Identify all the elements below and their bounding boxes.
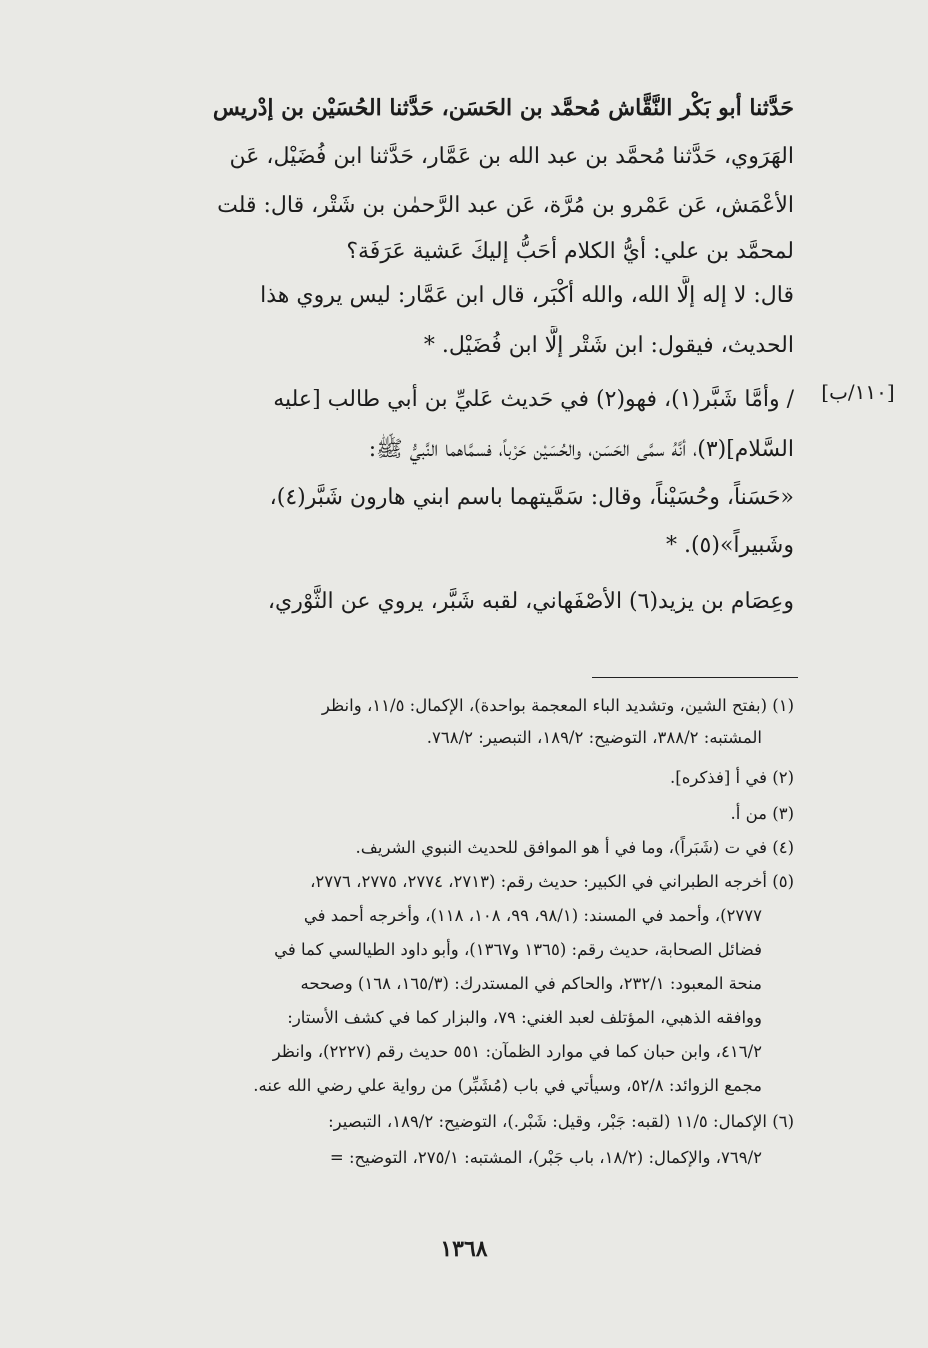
text-line: الهَرَوي، حَدَّثنا مُحمَّد بن عبد الله بن عَمَّار، حَدَّثنا ابن فُضَيْل، عَن (229, 144, 794, 169)
footnote-line: (٣) من أ. (730, 804, 794, 823)
text-line: وشَبيراً»(٥). * (665, 533, 794, 558)
text-line: لمحمَّد بن علي: أيُّ الكلام أحَبُّ إليكَ عَشية عَرَفَة؟ (346, 239, 794, 264)
text-line: الحديث، فيقول: ابن شَتْر إلَّا ابن فُضَيْل. * (423, 333, 794, 358)
footnote-line: ٢٧٧٧)، وأحمد في المسند: (٩٨/١، ٩٩، ١٠٨، ١١٨)، وأخرجه أحمد في (303, 906, 762, 925)
footnote-line: المشتبه: ٣٨٨/٢، التوضيح: ١٨٩/٢، التبصير: ٧٦٨/٢. (426, 728, 762, 747)
footnote-line: (٥) أخرجه الطبراني في الكبير: حديث رقم: (٢٧١٣، ٢٧٧٤، ٢٧٧٥، ٢٧٧٦، (310, 872, 794, 891)
text-line: «حَسَناً، وحُسَيْناً، وقال: سَمَّيتهما باسم ابني هارون شَبَّر(٤)، (269, 485, 794, 510)
footnote-line: (٤) في ت (شَبَراً)، وما في أ هو الموافق للحديث النبوي الشريف. (355, 838, 794, 857)
footnote-line: ٧٦٩/٢، والإكمال: (١٨/٢، باب جَبْر)، المشتبه: ٢٧٥/١، التوضيح: = (329, 1148, 762, 1167)
text-line: / وأمَّا شَبَّر(١)، فهو(٢) في حَديث عَليِّ بن أبي طالب [عليه (273, 387, 794, 412)
footnote-line: مجمع الزوائد: ٥٢/٨، وسيأتي في باب (مُشَبِّر) من رواية علي رضي الله عنه. (253, 1076, 762, 1095)
text-line: وعِصَام بن يزيد(٦) الأصْفَهاني، لقبه شَبَّر، يروي عن الثَّوْري، (267, 589, 794, 614)
page-number: ١٣٦٨ (440, 1236, 488, 1262)
text-line: الأعْمَش، عَن عَمْرو بن مُرَّة، عَن عبد الرَّحمٰن بن شَتْر، قال: قلت (217, 193, 794, 218)
footnote-line: ووافقه الذهبي، المؤتلف لعبد الغني: ٧٩، والبزار كما في كشف الأستار: (287, 1008, 762, 1027)
text-line: قال: لا إله إلَّا الله، والله أكْبَر، قال ابن عَمَّار: ليس يروي هذا (260, 283, 794, 308)
manuscript-folio-marker: [١١٠/ب] (821, 380, 895, 404)
footnote-line: (٢) في أ [فذكره]. (670, 768, 794, 787)
footnote-line: (١) (بفتح الشين، وتشديد الباء المعجمة بواحدة)، الإكمال: ١١/٥، وانظر (321, 696, 794, 715)
footnote-line: (٦) الإكمال: ١١/٥ (لقبه: جَبْر، وقيل: شَبْر.)، التوضيح: ١٨٩/٢، التبصير: (328, 1112, 794, 1131)
footnote-line: ٤١٦/٢، وابن حبان كما في موارد الظمآن: ٥٥١ حديث رقم (٢٢٢٧)، وانظر (272, 1042, 762, 1061)
footnote-line: منحة المعبود: ٢٣٢/١، والحاكم في المستدرك: (١٦٥/٣، ١٦٨) وصححه (300, 974, 762, 993)
text-line: حَدَّثنا أبو بَكْر النَّقَّاش مُحمَّد بن الحَسَن، حَدَّثنا الحُسَيْن بن إدْريس (212, 95, 794, 121)
footnotes (100, 0, 794, 1220)
text-line: السَّلام](٣)، أنَّهُ سمَّى الحَسَن، والحُسَيْن حَرْباً، فسمَّاهما النَّبيُّ ﷺ: (368, 437, 794, 462)
footnote-line: فضائل الصحابة، حديث رقم: (١٣٦٥ و١٣٦٧)، وأبو داود الطيالسي كما في (274, 940, 762, 959)
